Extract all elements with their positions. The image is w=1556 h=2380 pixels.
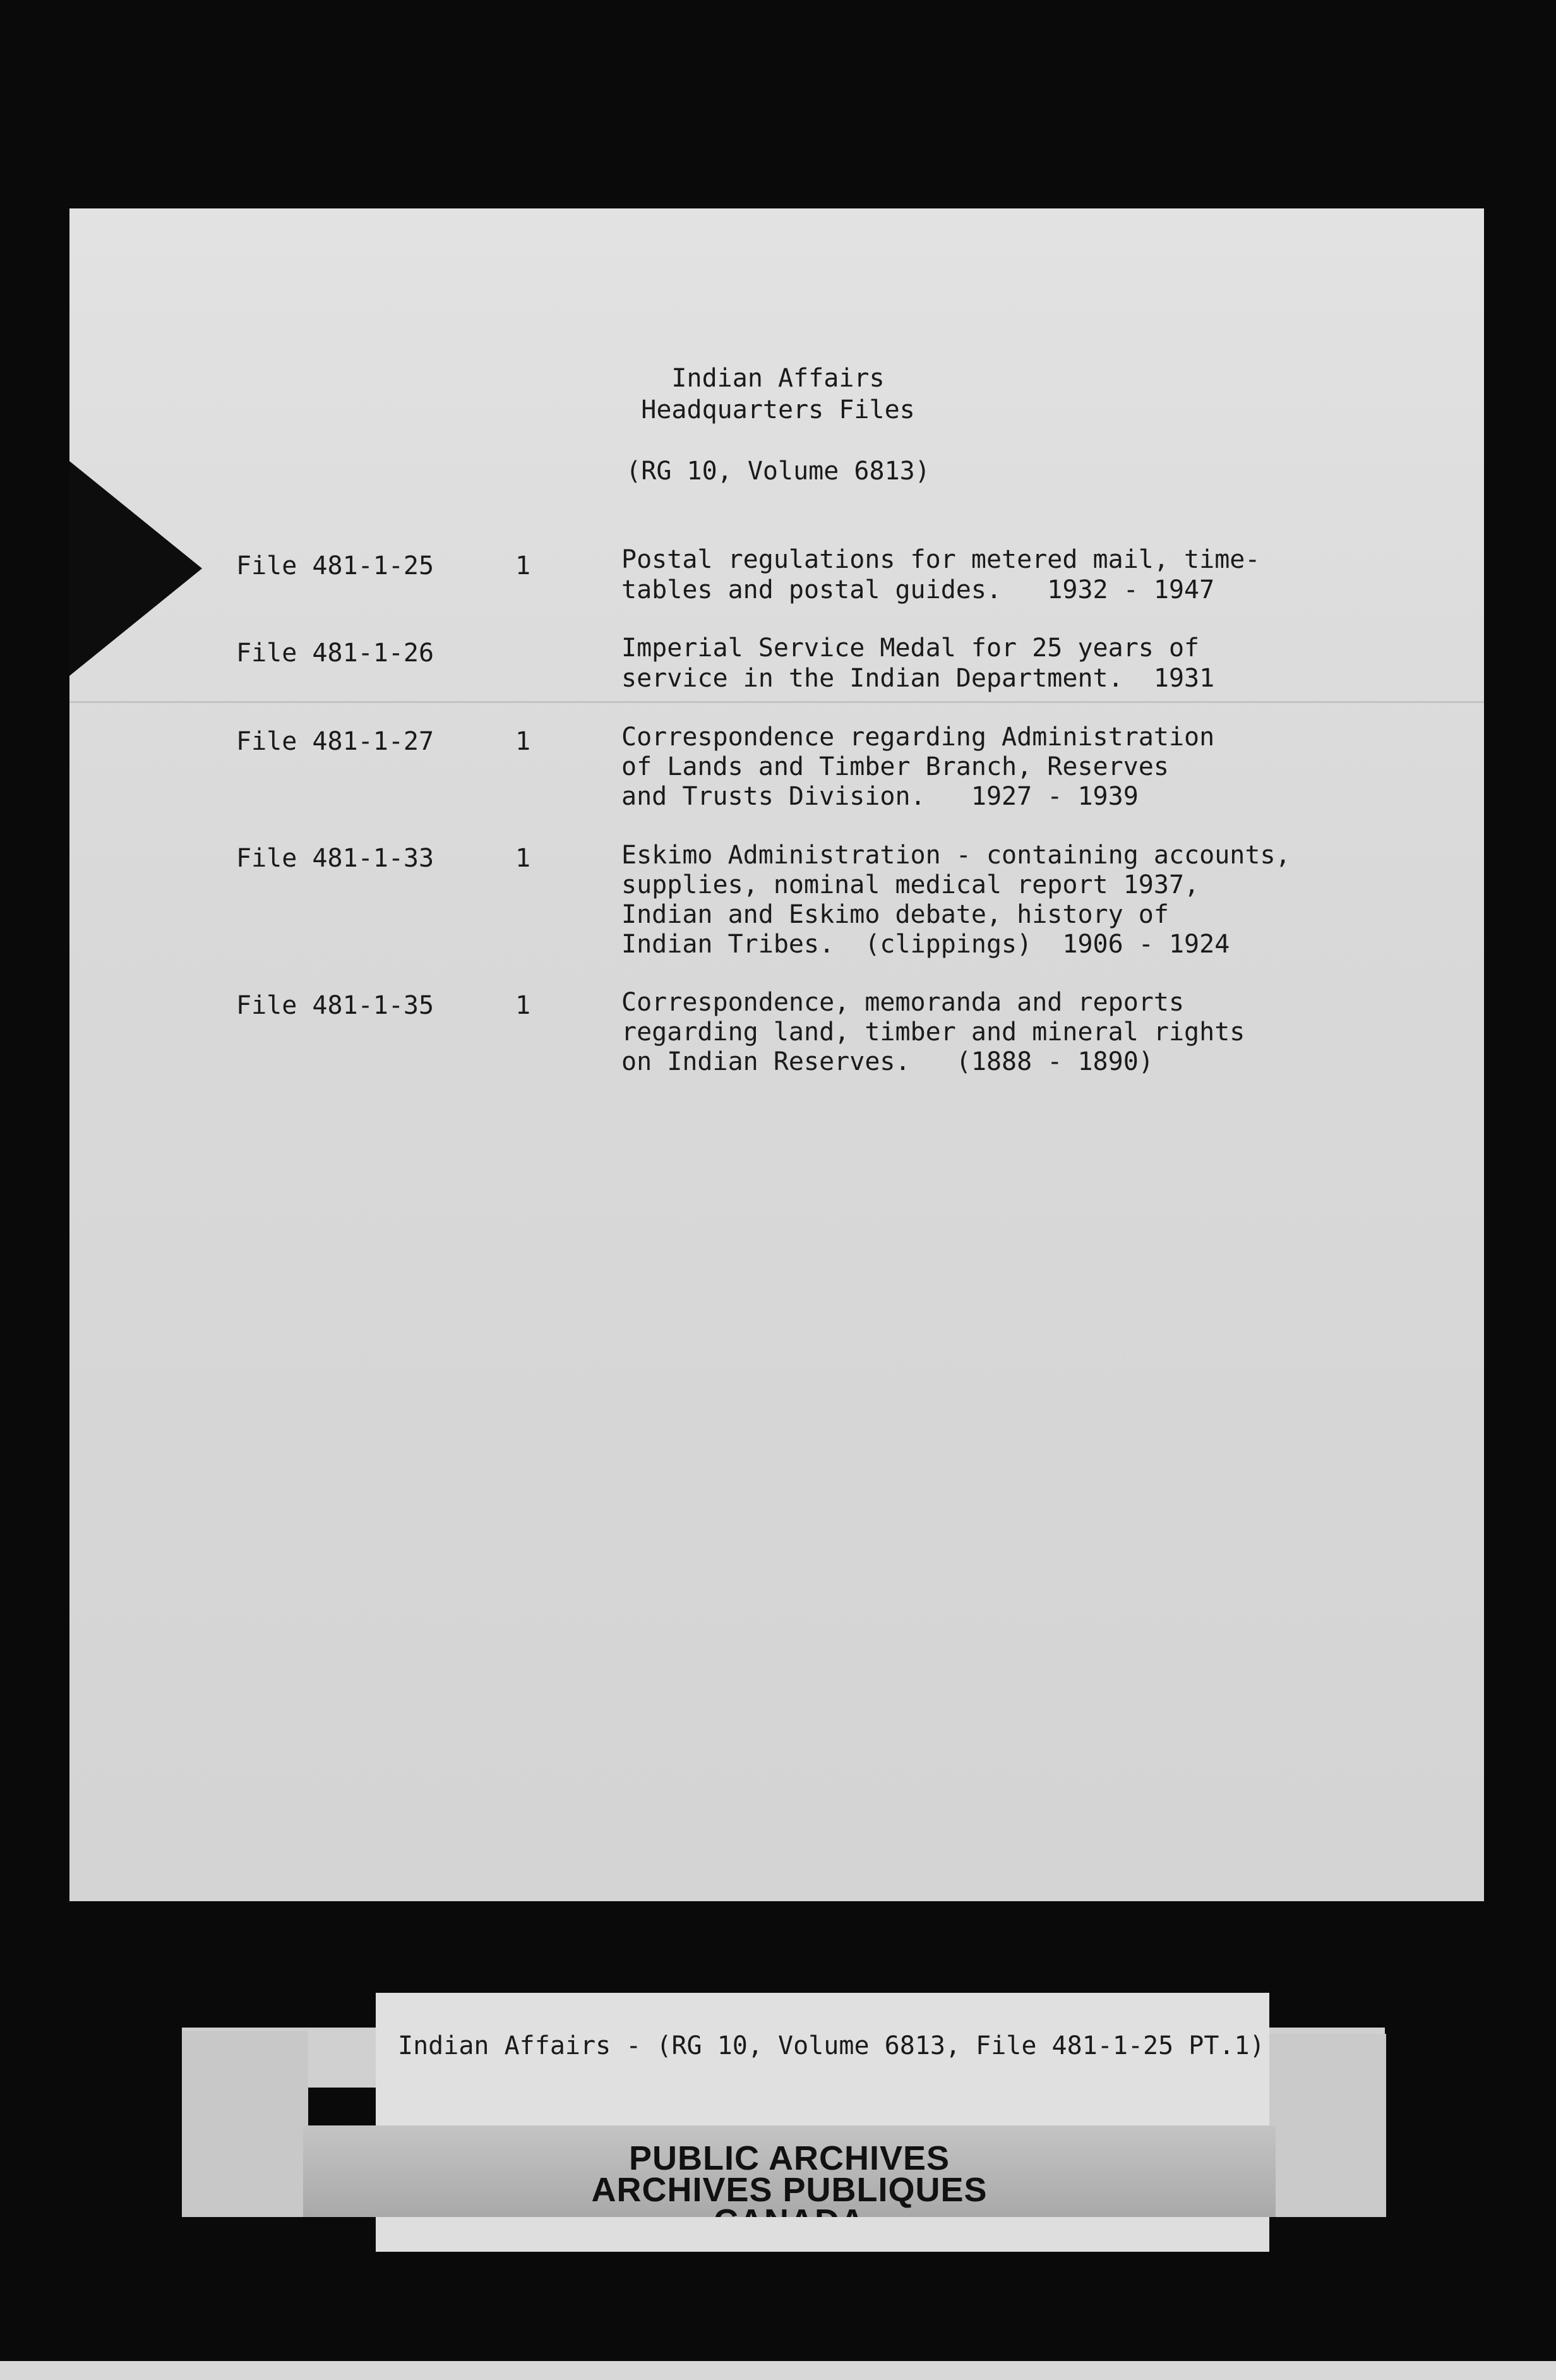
entry-description-line: service in the Indian Department. 1931: [621, 664, 1215, 693]
entry-box-number: 1: [515, 727, 531, 756]
entry-description-line: Correspondence, memoranda and reports: [621, 988, 1185, 1017]
header-title: Indian Affairs: [671, 364, 885, 393]
label-strip-right-tab: [1260, 2034, 1386, 2217]
entry-description-line: Correspondence regarding Administration: [621, 723, 1215, 752]
entry-description-line: regarding land, timber and mineral rights: [621, 1018, 1245, 1047]
entry-box-number: 1: [515, 991, 531, 1020]
entry-description-line: of Lands and Timber Branch, Reserves: [621, 752, 1169, 781]
entry-description-line: Postal regulations for metered mail, time-: [621, 545, 1260, 574]
fold-line: [69, 701, 1484, 703]
entry-file-id: File 481-1-35: [236, 991, 434, 1020]
entry-file-id: File 481-1-25: [236, 551, 434, 580]
reference-label-text: Indian Affairs - (RG 10, Volume 6813, File 481-1-25 PT.1): [398, 2031, 1265, 2060]
entry-box-number: 1: [515, 844, 531, 873]
archives-stamp-line: ARCHIVES PUBLIQUES: [591, 2171, 988, 2209]
entry-description-line: Indian and Eskimo debate, history of: [621, 900, 1169, 929]
label-strip-left-tab: [182, 2031, 308, 2217]
header-subtitle: Headquarters Files: [641, 395, 915, 424]
entry-description-line: and Trusts Division. 1927 - 1939: [621, 782, 1139, 811]
pointer-arrow-icon: [69, 461, 202, 676]
entry-description-line: on Indian Reserves. (1888 - 1890): [621, 1047, 1154, 1076]
entry-description-line: Indian Tribes. (clippings) 1906 - 1924: [621, 930, 1230, 959]
archives-stamp-line: PUBLIC ARCHIVES: [628, 2139, 950, 2177]
entry-file-id: File 481-1-33: [236, 844, 434, 873]
entry-description-line: tables and postal guides. 1932 - 1947: [621, 575, 1215, 604]
entry-description-line: Eskimo Administration - containing accounts,: [621, 841, 1291, 870]
entry-file-id: File 481-1-27: [236, 727, 434, 756]
header-volume: (RG 10, Volume 6813): [626, 457, 930, 486]
label-strip-bottom: [376, 2217, 1269, 2252]
entry-description-line: Imperial Service Medal for 25 years of: [621, 634, 1200, 663]
entry-description-line: supplies, nominal medical report 1937,: [621, 870, 1200, 899]
film-edge: [0, 2361, 1556, 2380]
entry-box-number: 1: [515, 551, 531, 580]
entry-file-id: File 481-1-26: [236, 639, 434, 668]
